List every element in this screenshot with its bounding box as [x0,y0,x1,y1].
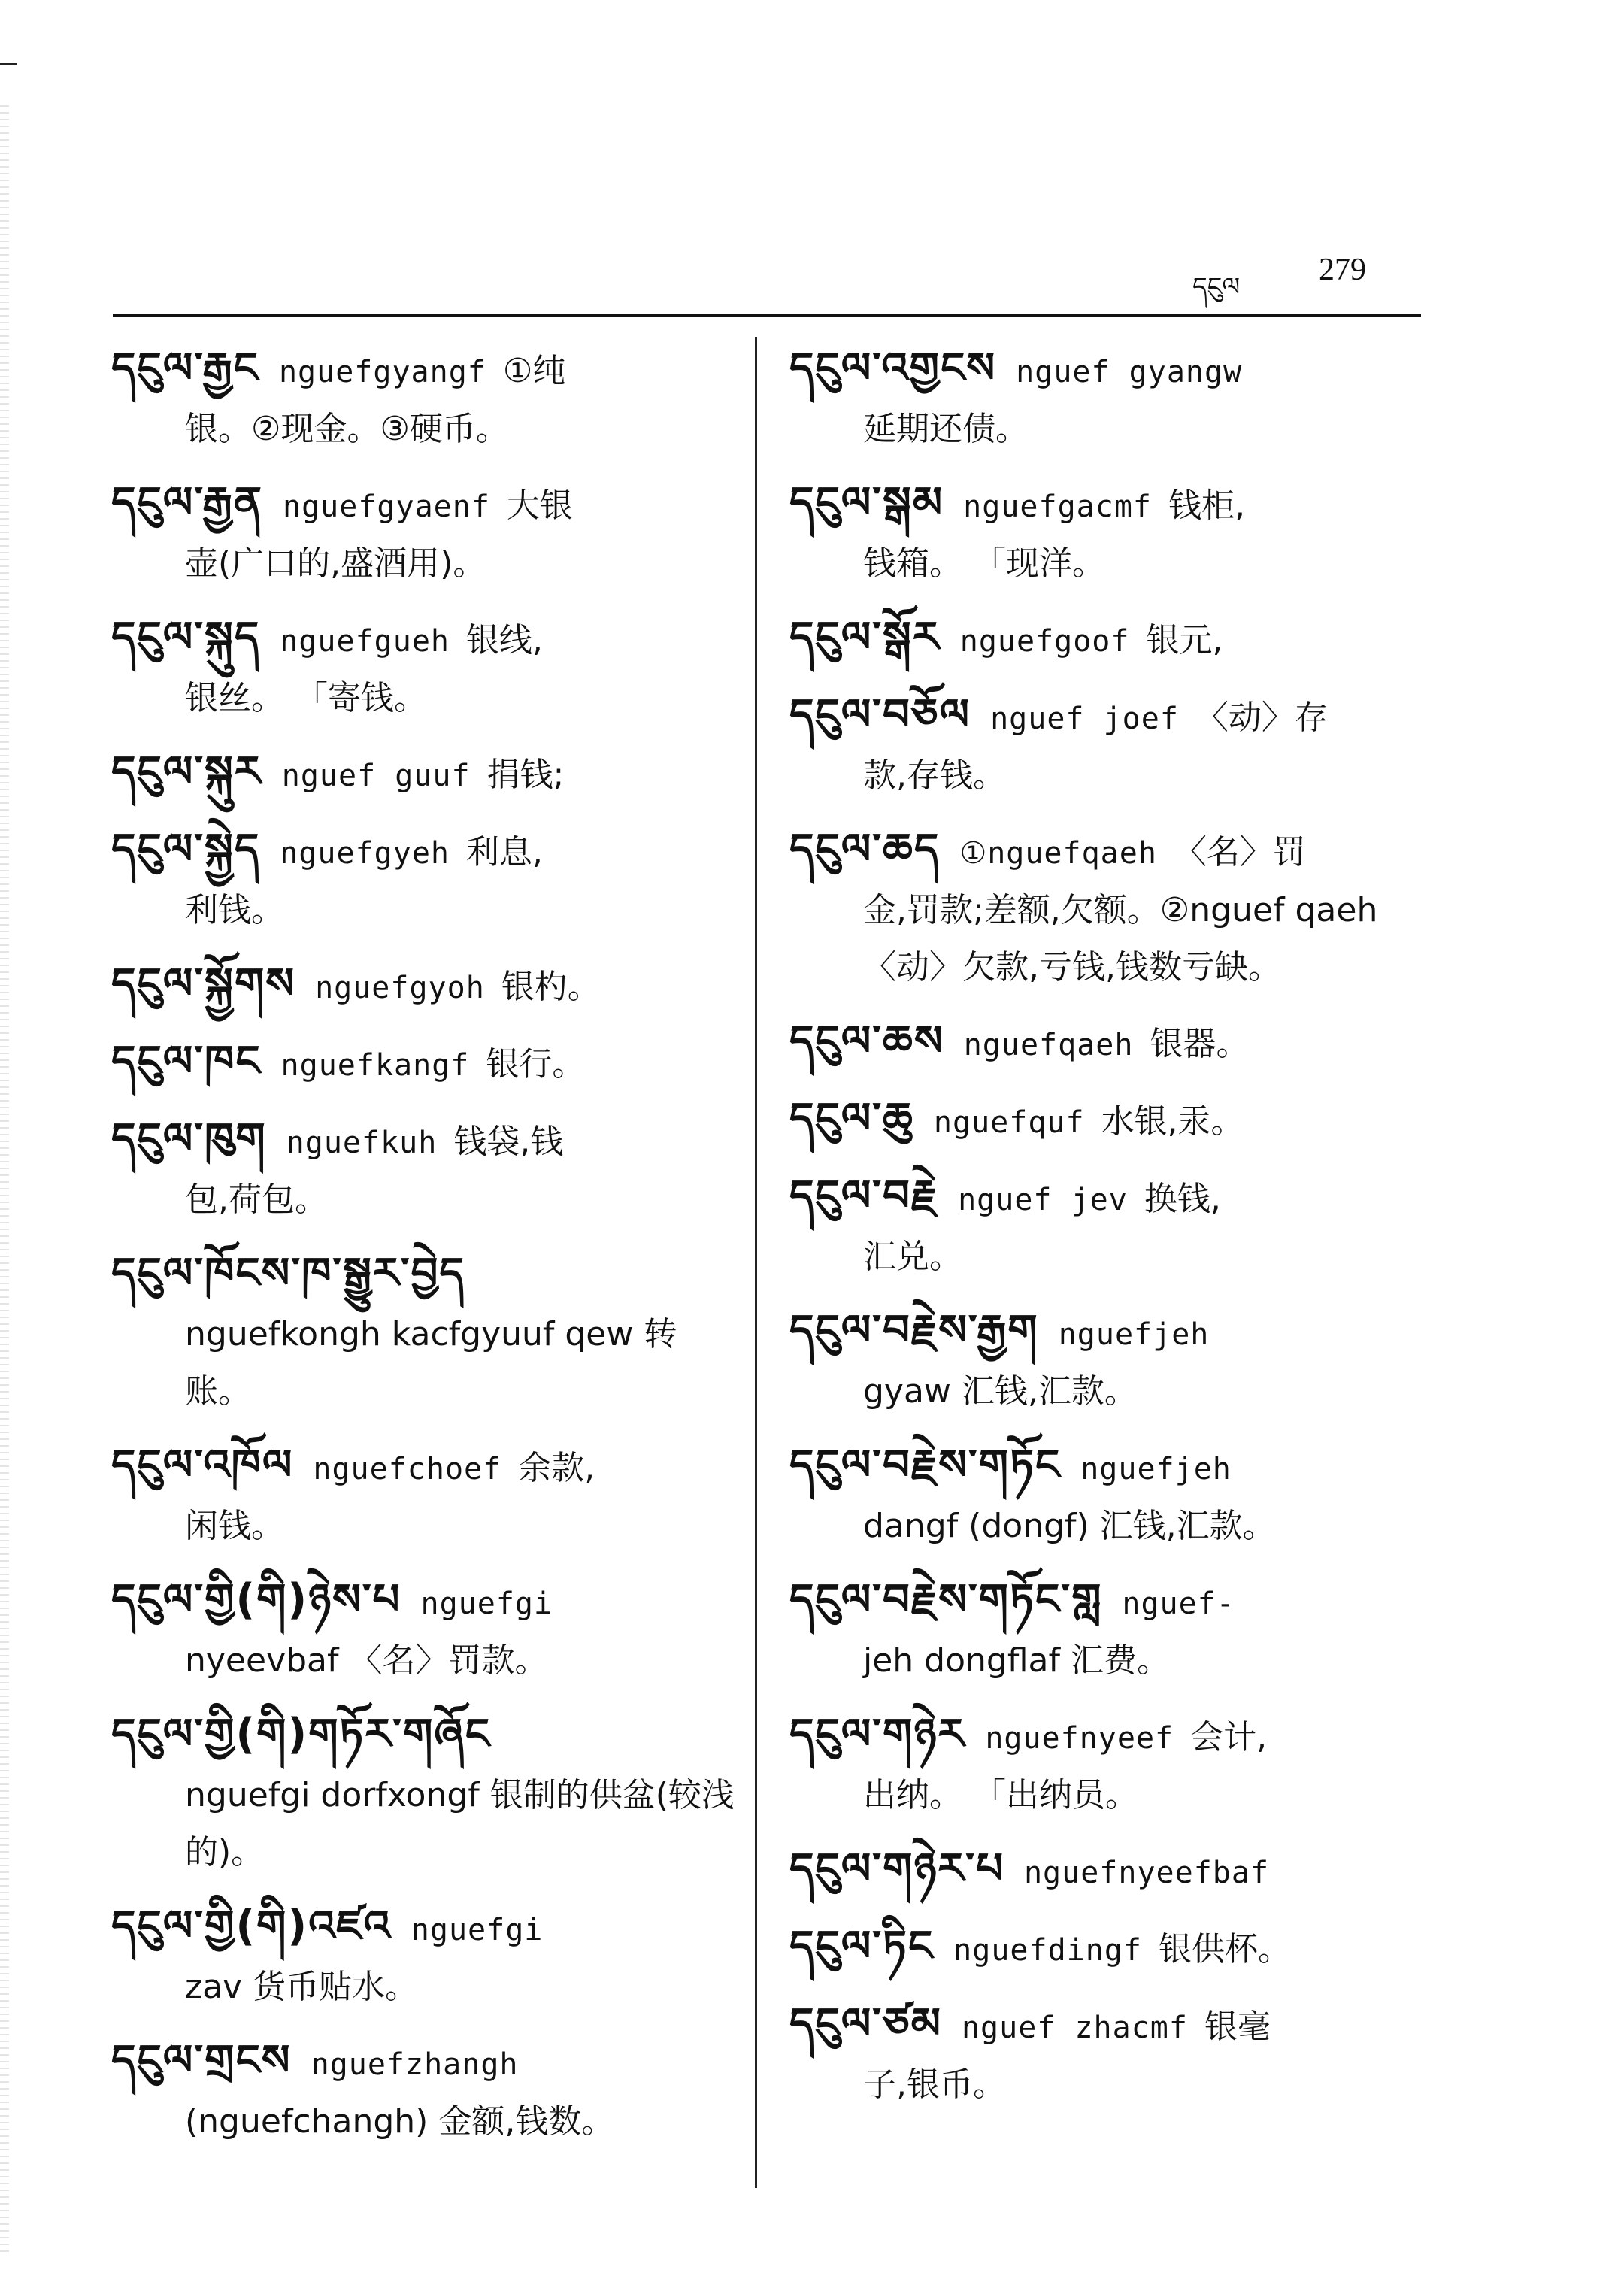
entry-definition-cont: 钱箱。 「现洋。 [863,544,1105,583]
entry-definition-cont: jeh dongflaf 汇费。 [863,1641,1170,1680]
dictionary-entry [789,1918,1417,1979]
entry-romanization: nguef zhacmf [961,2011,1188,2045]
entry-romanization: nguef gyangw [1016,355,1243,389]
dictionary-entry [789,474,1417,592]
entry-definition: 〈名〉罚 [1173,833,1306,871]
dictionary-entry [111,609,739,727]
dictionary-entry [789,1090,1417,1151]
entry-tibetan: དངུལ་ཆད [789,825,941,874]
dictionary-entry [789,1168,1417,1286]
dictionary-entry [789,1706,1417,1824]
dictionary-entry [789,1841,1417,1902]
entry-romanization: nguefgueh [280,624,450,659]
entry-tibetan: དངུལ་གཉེར [789,1710,966,1759]
entry-definition-cont: 款,存钱。 [863,756,1006,795]
entry-romanization: nguef jev [958,1183,1128,1217]
entry-definition: 捐钱; [486,756,565,794]
entry-definition: 银毫 [1204,2008,1271,2046]
entry-definition-cont: dangf (dongf) 汇钱,汇款。 [863,1507,1276,1545]
dictionary-entry [789,1437,1417,1555]
entry-definition: 银行。 [486,1045,586,1083]
entry-tibetan: དངུལ་སྐུད [111,613,261,662]
entry-romanization: nguefnyeef [985,1721,1174,1756]
entry-tibetan: དངུལ་རྒྱན [111,478,264,527]
entry-tibetan: དངུལ་གྱི(གི)ཉེས་པ [111,1575,401,1624]
entry-tibetan: དངུལ་སྐྱོགས [111,959,296,1008]
entry-romanization: nguefkangf [280,1048,470,1083]
entry-definition-cont: 银丝。 「寄钱。 [185,679,427,717]
dictionary-entry [789,609,1417,670]
entry-definition-cont: zav 货币贴水。 [185,1968,419,2006]
entry-definition-cont: nguefkongh kacfgyuuf qew 转账。 [185,1315,677,1411]
entry-romanization: nguefdingf [953,1933,1142,1968]
entry-definition: 银器。 [1150,1025,1250,1063]
entry-definition: 银线, [466,621,544,659]
dictionary-entry [111,1033,739,1094]
entry-definition: 会计, [1190,1718,1268,1756]
entry-tibetan: དངུལ་གཉེར་པ [789,1844,1004,1893]
entry-tibetan: དངུལ་བརྗེས་གཏོང་གླ [789,1575,1103,1624]
entry-tibetan: དངུལ་སྒམ [789,478,944,527]
dictionary-entry [789,340,1417,458]
dictionary-entry [111,1437,739,1555]
entry-tibetan: དངུལ་འགྱངས [789,344,997,392]
entry-tibetan: དངུལ་སྐྱེད [111,825,261,874]
entry-definition: 银元, [1146,621,1223,659]
dictionary-entry [111,1571,739,1690]
entry-definition: 〈动〉存 [1195,699,1328,737]
entry-definition: 钱柜, [1168,486,1245,525]
entry-romanization: nguefkuh [286,1126,438,1160]
entry-tibetan: དངུལ་རྒྱང [111,344,259,392]
dictionary-entry [111,340,739,458]
entry-tibetan: དངུལ་ཁོངས་ཁ་སྒྱུར་བྱེད [111,1249,465,1298]
entry-definition-cont: nyeevbaf 〈名〉罚款。 [185,1641,548,1680]
entry-romanization: nguefgyeh [280,836,450,871]
dictionary-entry [111,821,739,939]
entry-romanization: nguefnyeefbaf [1023,1856,1270,1890]
left-column [111,340,739,2167]
dictionary-entry [111,1245,739,1420]
entry-definition: 银供杯。 [1158,1930,1291,1968]
entry-romanization: nguefgyoh [315,971,485,1005]
entry-romanization: nguef- [1122,1586,1235,1621]
dictionary-entry [789,821,1417,996]
entry-tibetan: དངུལ་ཁང [111,1037,262,1086]
entry-tibetan: དངུལ་སྒོར [789,613,941,662]
entry-definition-cont: 包,荷包。 [185,1180,328,1219]
entry-romanization: nguefjeh [1058,1317,1210,1352]
dictionary-entry [789,1013,1417,1074]
page-edge-shadow [0,105,9,2256]
page-header [1192,252,1418,305]
entry-definition-cont: 闲钱。 [185,1507,284,1545]
entry-romanization: nguef joef [990,702,1179,736]
entry-romanization: nguefchoef [313,1452,502,1486]
entry-definition-cont: 子,银币。 [863,2065,1006,2104]
dictionary-entry [789,1571,1417,1690]
entry-definition-cont: 利钱。 [185,891,284,929]
entry-tibetan: དངུལ་འཁོལ [111,1441,294,1490]
dictionary-entry [111,744,739,805]
entry-romanization: nguefgyangf [278,355,486,389]
entry-tibetan: དངུལ་གྲངས [111,2036,292,2085]
entry-romanization: nguefjeh [1080,1452,1232,1486]
entry-romanization: nguefgacmf [963,489,1152,524]
entry-tibetan: དངུལ་ཏིང [789,1922,935,1971]
entry-definition: 利息, [466,833,544,871]
edge-mark [0,63,17,65]
entry-tibetan: དངུལ་ཆས [789,1017,944,1065]
right-column [789,340,1417,2130]
entry-definition: 大银 [506,486,573,525]
entry-tibetan: དངུལ་ཁུག [111,1114,267,1163]
entry-tibetan: དངུལ་ཙམ [789,1999,942,2048]
dictionary-entry [111,956,739,1017]
entry-tibetan: དངུལ་གྱི(གི)གཏོར་གཞོང [111,1710,491,1759]
entry-definition: 水银,汞。 [1101,1102,1244,1141]
entry-definition-cont: 出纳。 「出纳员。 [863,1776,1138,1814]
entry-romanization: nguefquf [933,1105,1085,1140]
entry-definition-cont: gyaw 汇钱,汇款。 [863,1372,1138,1411]
entry-tibetan: དངུལ་བརྗེ [789,1171,939,1220]
entry-definition-cont: 延期还债。 [863,410,1029,448]
entry-tibetan: དངུལ་ཆུ [789,1094,914,1143]
entry-romanization: nguef guuf [281,759,471,793]
dictionary-entry [111,474,739,592]
entry-definition-cont: nguefgi dorfxongf 银制的供盆(较浅的)。 [185,1776,735,1871]
entry-tibetan: དངུལ་བརྗེས་རྒྱག [789,1306,1039,1355]
dictionary-entry [111,1706,739,1881]
entry-romanization: nguefgoof [959,624,1130,659]
dictionary-entry [111,2032,739,2150]
dictionary-entry [111,1898,739,2016]
entry-tibetan: དངུལ་བཅོལ [789,690,971,739]
entry-definition: ①纯 [502,352,566,390]
entry-definition-cont: 银。②现金。③硬币。 [185,410,509,448]
entry-tibetan: དངུལ་སྐུར [111,747,262,796]
entry-tibetan: དངུལ་གྱི(གི)འཛའ [111,1902,392,1950]
entry-romanization: nguefgyaenf [283,489,490,524]
entry-definition: 钱袋,钱 [453,1123,564,1161]
header-rule [113,314,1421,317]
running-head: དངུལ [1192,272,1241,302]
entry-definition: 换钱, [1144,1180,1221,1218]
entry-definition-cont: (nguefchangh) 金额,钱数。 [185,2102,615,2141]
page-number: 279 [1319,253,1366,287]
column-divider [755,337,757,2188]
entry-definition-cont: 金,罚款;差额,欠额。②nguef qaeh 〈动〉欠款,亏钱,钱数亏缺。 [863,891,1378,986]
entry-romanization: nguefgi [420,1586,553,1621]
dictionary-entry [789,686,1417,805]
entry-romanization: nguefqaeh [963,1028,1134,1062]
entry-definition-cont: 汇兑。 [863,1238,962,1276]
dictionary-entry [111,1111,739,1229]
entry-definition: 银杓。 [501,968,601,1006]
dictionary-entry [789,1302,1417,1420]
entry-definition: 余款, [518,1449,595,1487]
entry-romanization: nguefzhangh [311,2047,519,2082]
entry-tibetan: དངུལ་བརྗེས་གཏོང [789,1441,1062,1490]
dictionary-entry [789,1996,1417,2114]
entry-romanization: nguefgi [411,1913,544,1947]
entry-romanization: ①nguefqaeh [959,836,1157,871]
entry-definition-cont: 壶(广口的,盛酒用)。 [185,544,486,583]
